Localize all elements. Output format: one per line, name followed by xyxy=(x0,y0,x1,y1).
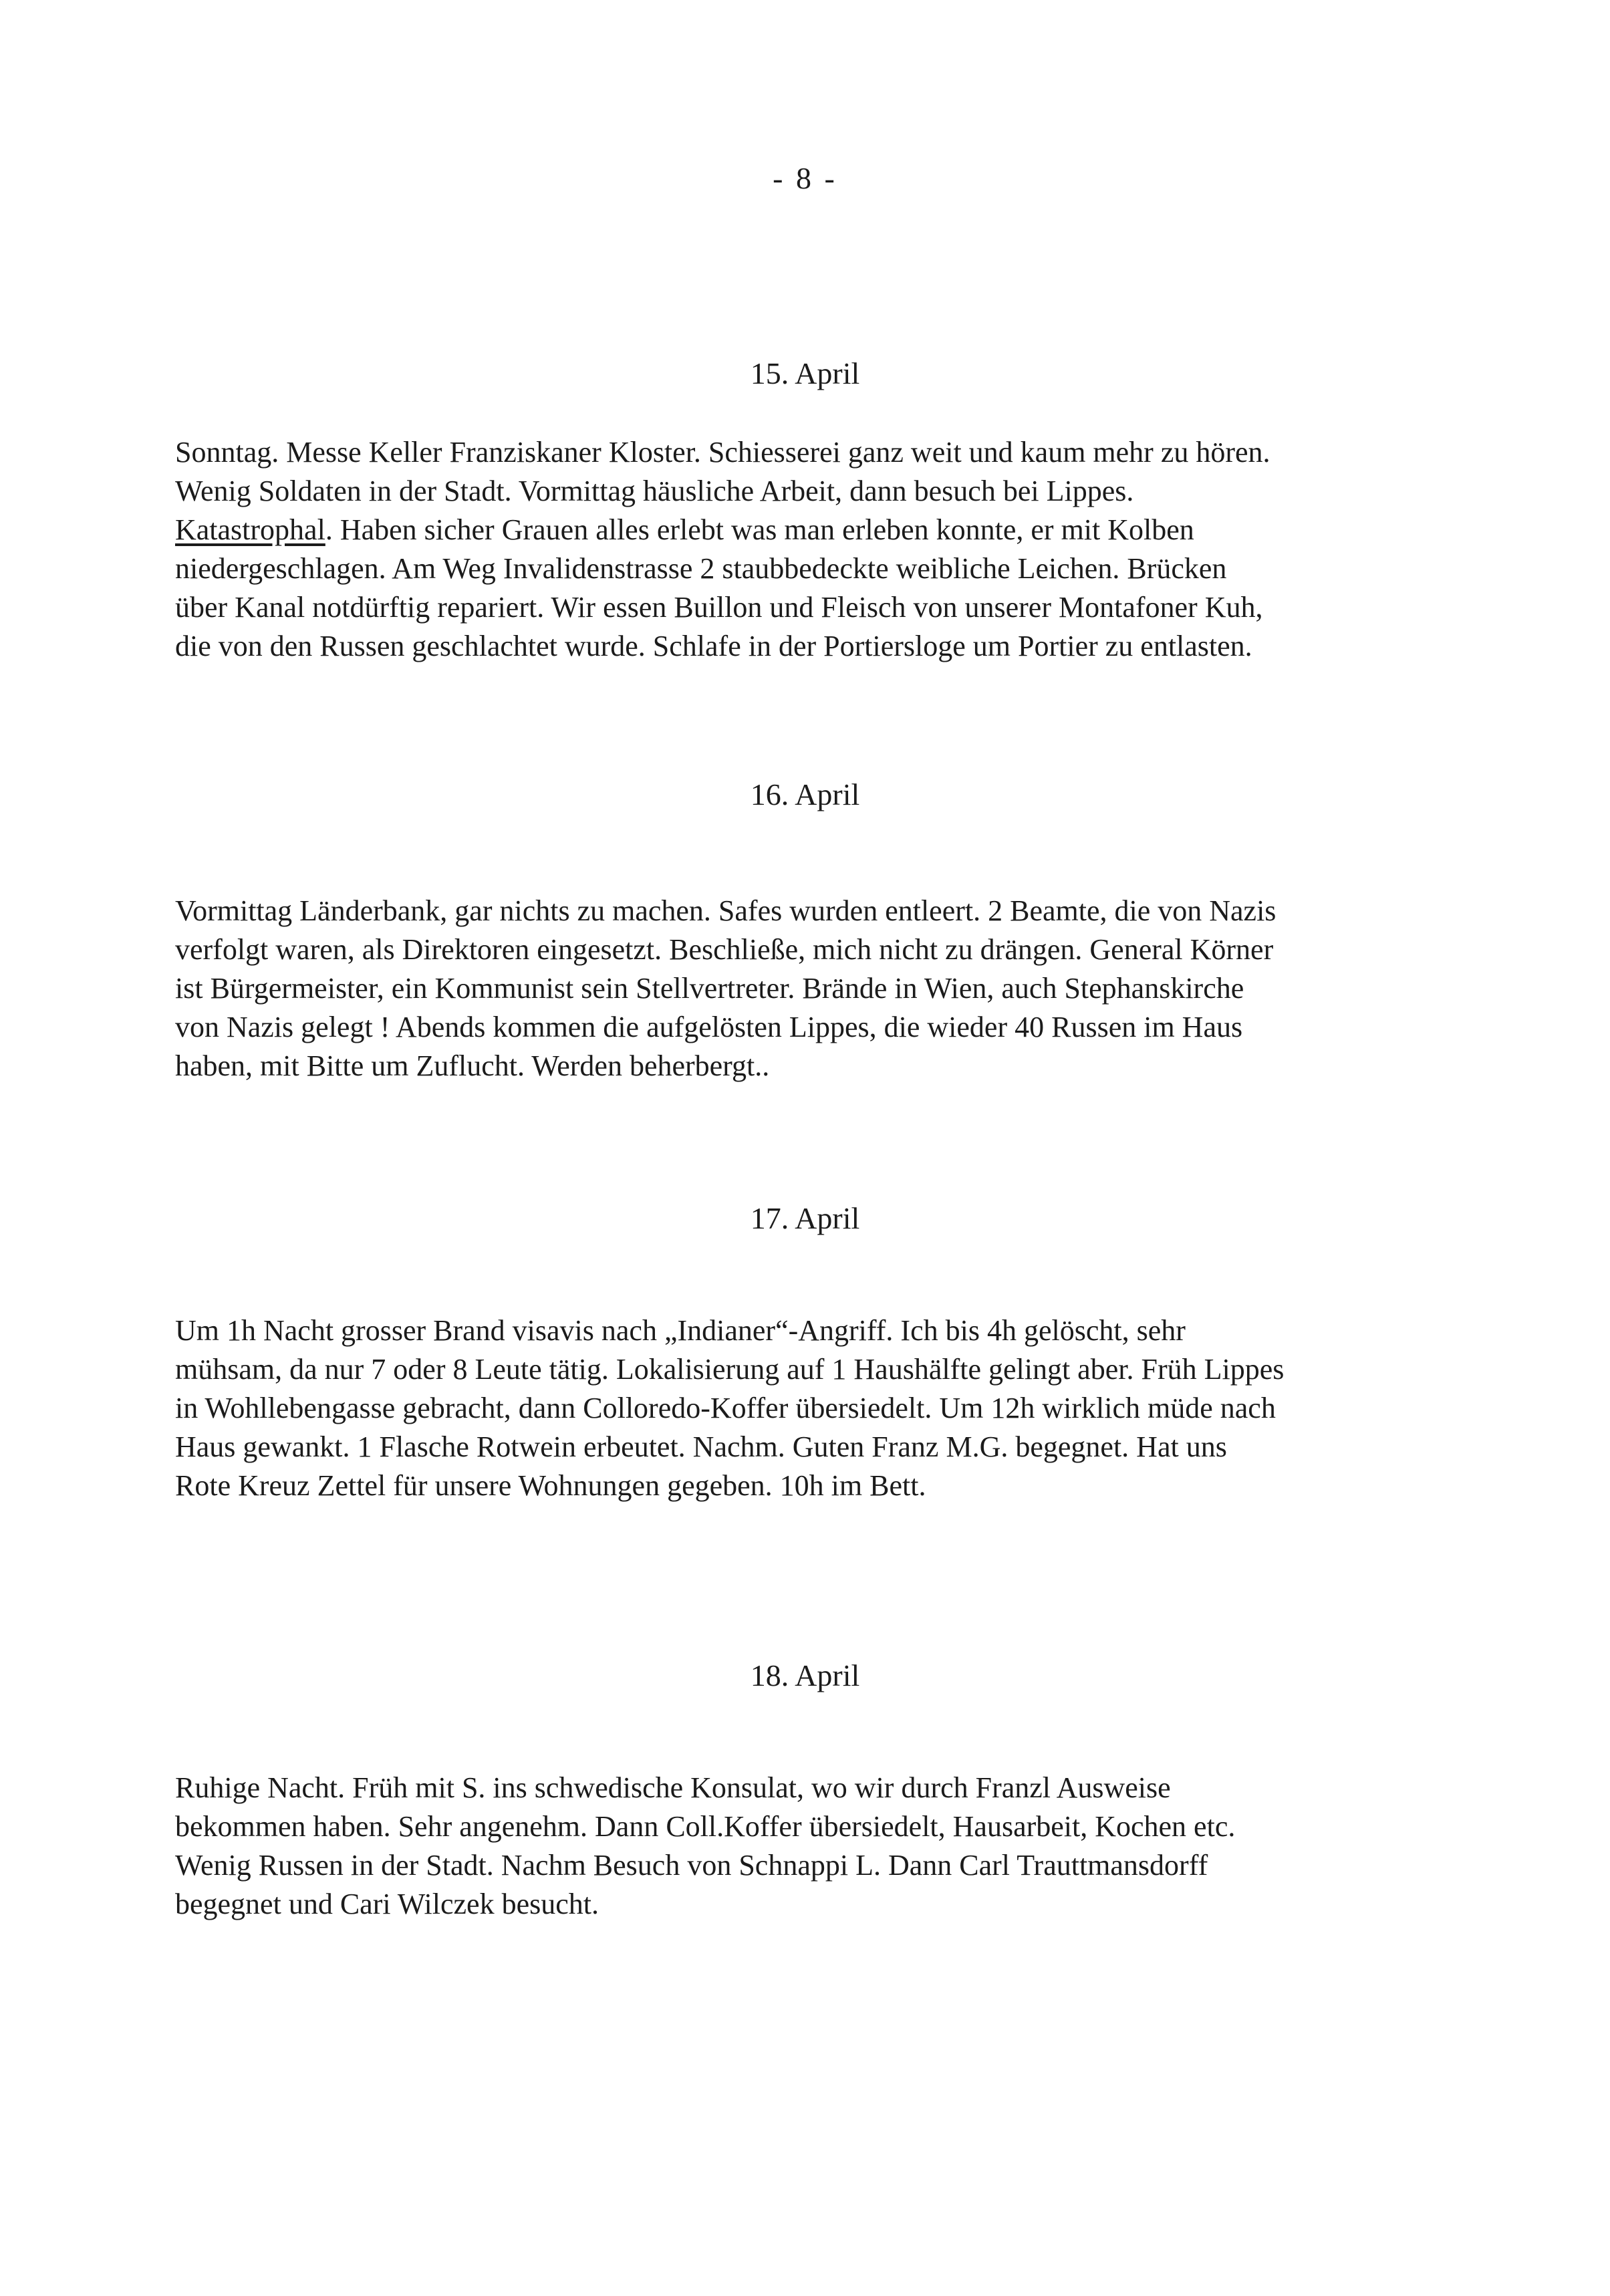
entry-line: Ruhige Nacht. Früh mit S. ins schwedische Konsulat, wo wir durch Franzl Ausweise xyxy=(175,1771,1171,1804)
entry-date-15-april: 15. April xyxy=(750,356,860,390)
entry-body-17-april xyxy=(175,1311,1445,1505)
entry-line: die von den Russen geschlachtet wurde. Schlafe in der Portiersloge um Portier zu entlasten. xyxy=(175,630,1252,662)
entry-line: Rote Kreuz Zettel für unsere Wohnungen gegeben. 10h im Bett. xyxy=(175,1469,926,1502)
entry-line xyxy=(175,511,1445,549)
entry-date-16-april: 16. April xyxy=(750,777,860,811)
entry-body-15-april xyxy=(175,433,1445,666)
entry-date-18-april: 18. April xyxy=(750,1658,860,1692)
entry-line: Wenig Russen in der Stadt. Nachm Besuch von Schnappi L. Dann Carl Trauttmansdorff xyxy=(175,1849,1208,1882)
entry-line: über Kanal notdürftig repariert. Wir essen Buillon und Fleisch von unserer Montafoner Kuh, xyxy=(175,591,1263,624)
entry-line: von Nazis gelegt ! Abends kommen die aufgelösten Lippes, die wieder 40 Russen im Haus xyxy=(175,1011,1243,1043)
underlined-word: Katastrophal xyxy=(175,513,325,546)
entry-line: Sonntag. Messe Keller Franziskaner Kloster. Schiesserei ganz weit und kaum mehr zu hören. xyxy=(175,436,1270,469)
entry-line: Haus gewankt. 1 Flasche Rotwein erbeutet. Nachm. Guten Franz M.G. begegnet. Hat uns xyxy=(175,1430,1227,1463)
entry-line: bekommen haben. Sehr angenehm. Dann Coll.Koffer übersiedelt, Hausarbeit, Kochen etc. xyxy=(175,1810,1236,1843)
entry-body-18-april xyxy=(175,1769,1445,1924)
entry-line: verfolgt waren, als Direktoren eingesetzt. Beschließe, mich nicht zu drängen. General Körner xyxy=(175,933,1274,966)
entry-line: niedergeschlagen. Am Weg Invalidenstrasse 2 staubbedeckte weibliche Leichen. Brücken xyxy=(175,552,1227,585)
entry-line: mühsam, da nur 7 oder 8 Leute tätig. Lokalisierung auf 1 Haushälfte gelingt aber. Früh Lippes xyxy=(175,1353,1285,1386)
entry-line: Um 1h Nacht grosser Brand visavis nach „Indianer“-Angriff. Ich bis 4h gelöscht, sehr xyxy=(175,1314,1186,1347)
entry-line: ist Bürgermeister, ein Kommunist sein Stellvertreter. Brände in Wien, auch Stephanskirche xyxy=(175,972,1244,1005)
entry-body-16-april xyxy=(175,892,1445,1086)
page-number: - 8 - xyxy=(773,161,837,195)
entry-line: Wenig Soldaten in der Stadt. Vormittag häusliche Arbeit, dann besuch bei Lippes. xyxy=(175,475,1134,507)
entry-date-17-april: 17. April xyxy=(750,1201,860,1235)
entry-line: haben, mit Bitte um Zuflucht. Werden beherbergt.. xyxy=(175,1049,770,1082)
entry-line-rest: . Haben sicher Grauen alles erlebt was man erleben konnte, er mit Kolben xyxy=(325,513,1194,546)
entry-line: Vormittag Länderbank, gar nichts zu machen. Safes wurden entleert. 2 Beamte, die von Nazis xyxy=(175,894,1277,927)
entry-line: in Wohllebengasse gebracht, dann Colloredo-Koffer übersiedelt. Um 12h wirklich müde nach xyxy=(175,1392,1276,1424)
entry-line: begegnet und Cari Wilczek besucht. xyxy=(175,1888,599,1920)
